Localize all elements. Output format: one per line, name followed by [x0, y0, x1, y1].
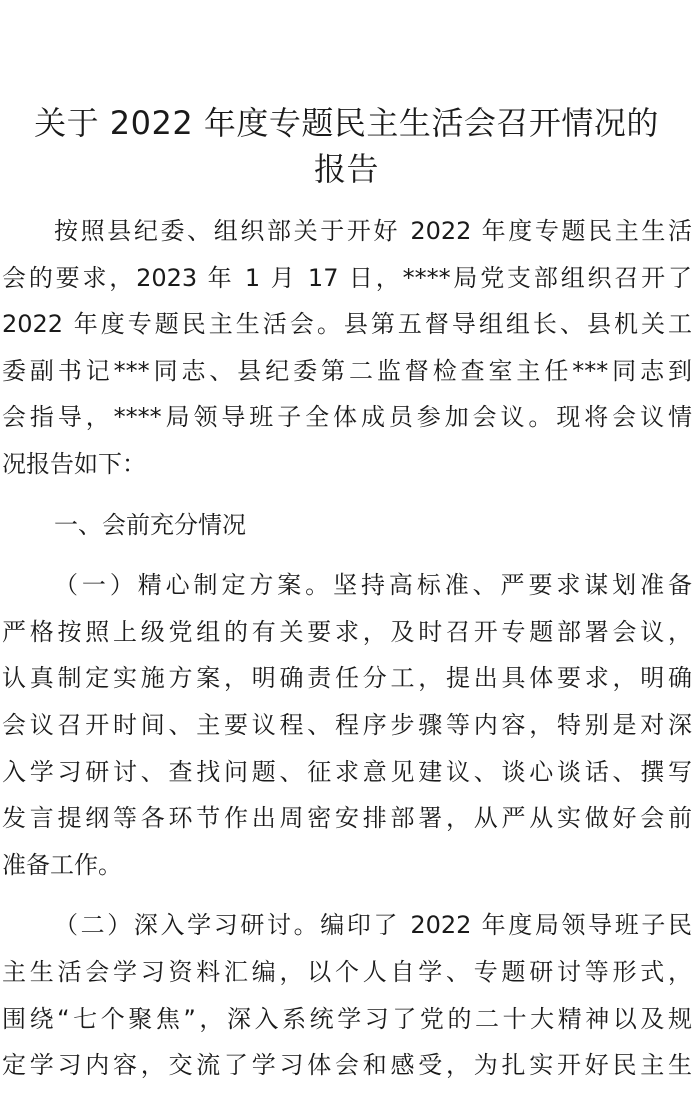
paragraph-line: 况报告如下： [2, 449, 146, 478]
paragraph-line: 认真制定实施方案，明确责任分工，提出具体要求，明确 [2, 664, 692, 693]
paragraph-gap [2, 888, 692, 902]
title-line-1: 关于 2022 年度专题民主生活会召开情况的 [34, 104, 659, 142]
paragraph-line: 严格按照上级党组的有关要求，及时召开专题部署会议， [2, 617, 692, 646]
paragraph-line: 会指导，****局领导班子全体成员参加会议。现将会议情 [2, 403, 692, 432]
paragraph-line: 入学习研讨、查找问题、征求意见建议、谈心谈话、撰写 [2, 757, 692, 786]
paragraph-intro [2, 208, 692, 488]
paragraph-line: 会的要求，2023 年 1 月 17 日，****局党支部组织召开了 [2, 263, 692, 292]
section-heading-text: 一、会前充分情况 [54, 510, 246, 539]
paragraph-line: 发言提纲等各环节作出周密安排部署，从严从实做好会前 [2, 804, 692, 833]
paragraph-line: 围绕“七个聚焦”，深入系统学习了党的二十大精神以及规 [2, 1004, 692, 1033]
paragraph-study [2, 902, 692, 1088]
paragraph-plan [2, 562, 692, 888]
document-body [2, 208, 692, 1089]
paragraph-gap [2, 548, 692, 562]
section-heading [2, 502, 692, 549]
paragraph-line: 准备工作。 [2, 850, 122, 879]
paragraph-line: （二）深入学习研讨。编印了 2022 年度局领导班子民 [54, 911, 692, 940]
paragraph-line: 会议召开时间、主要议程、程序步骤等内容，特别是对深 [2, 710, 692, 739]
paragraph-line: 主生活会学习资料汇编，以个人自学、专题研讨等形式， [2, 957, 692, 986]
paragraph-gap [2, 488, 692, 502]
paragraph-line: （一）精心制定方案。坚持高标准、严要求谋划准备 [54, 571, 692, 600]
paragraph-line: 2022 年度专题民主生活会。县第五督导组组长、县机关工 [2, 310, 692, 339]
paragraph-line: 委副书记***同志、县纪委第二监督检查室主任***同志到 [2, 356, 692, 385]
document-title [0, 100, 693, 192]
paragraph-line: 按照县纪委、组织部关于开好 2022 年度专题民主生活 [54, 217, 692, 245]
paragraph-line: 定学习内容，交流了学习体会和感受，为扎实开好民主生 [2, 1051, 692, 1080]
title-line-2: 报告 [313, 150, 379, 188]
